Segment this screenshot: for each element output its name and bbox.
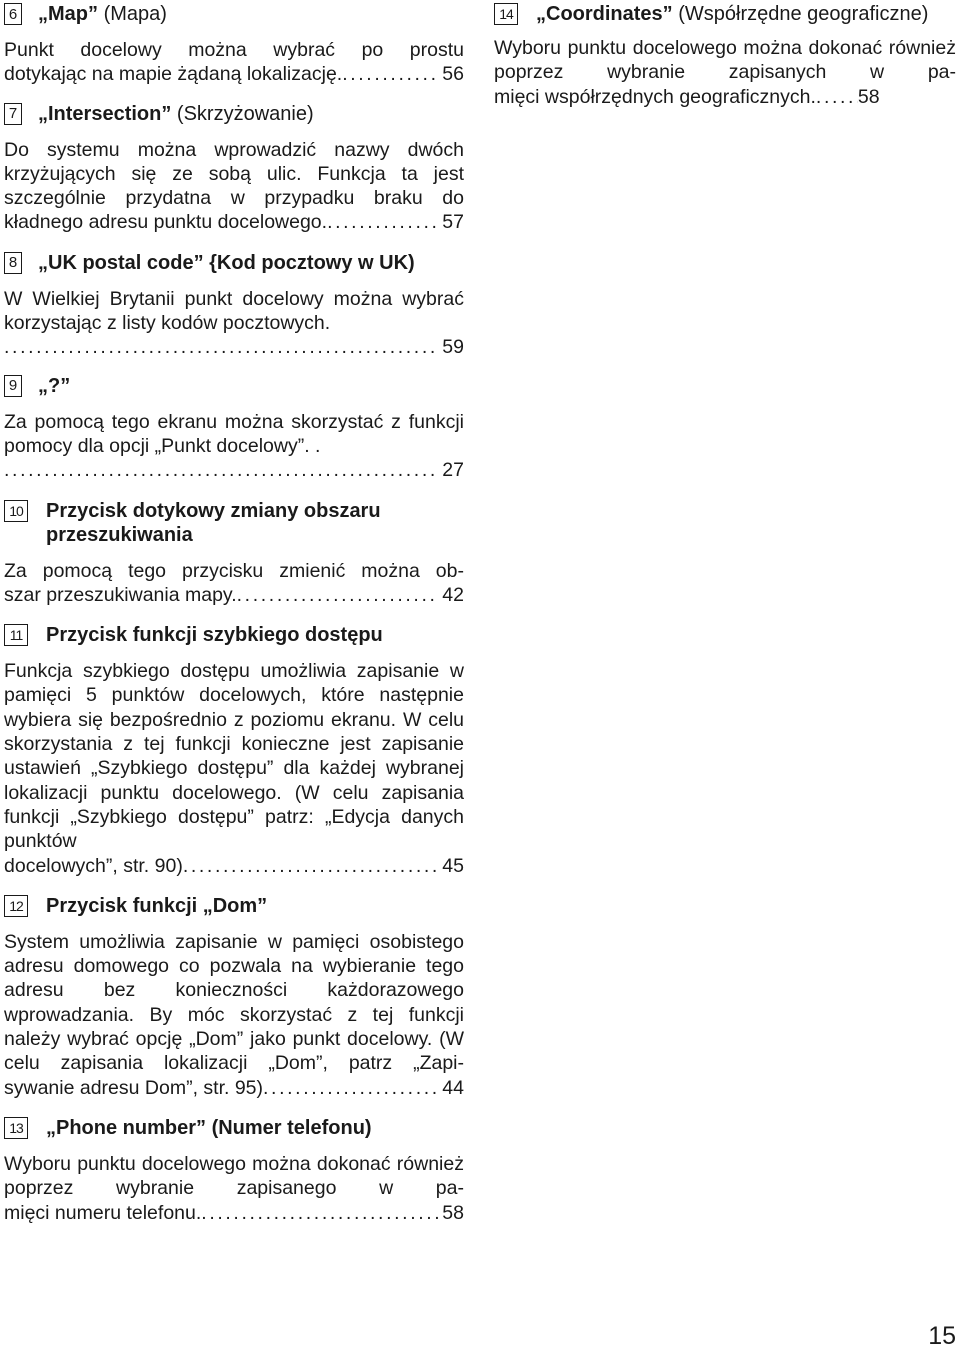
- entry-title-plain: (Mapa): [103, 3, 167, 25]
- entry-title: [536, 2, 956, 26]
- entry-number-badge: 12: [4, 895, 28, 917]
- leader-dots: [4, 458, 438, 482]
- entry-help: [4, 374, 464, 483]
- entry-heading: [4, 894, 464, 918]
- page-reference: [494, 85, 956, 109]
- entry-heading: [4, 623, 464, 647]
- entry-title-strong: „Map”: [38, 3, 104, 25]
- page-reference-text: mięci numeru telefonu.: [4, 1201, 202, 1224]
- entry-text: Funkcja szybkiego dostępu umożliwia zapisanie w pamięci 5 punktów docelowych, które następnie wybiera się bezpośrednio z poziomu ekranu. W celu skorzystania z tej funkcji konieczne jest zapisanie ustawień „Szybkiego dostępu” dla każdej wybranej lokalizacji punktu docelowego. (W celu zapisania funkcji „Szybkiego dostępu” patrz: „Edycja danych punktów: [4, 660, 464, 853]
- leader-dots: [327, 210, 438, 234]
- entry-body: [494, 36, 956, 109]
- entry-number-badge: 8: [4, 252, 22, 274]
- entry-title: Przycisk dotykowy zmiany obszaru przeszukiwania: [46, 499, 381, 546]
- page-reference-number: 27: [442, 459, 464, 482]
- entry-text: Za pomocą tego przycisku zmienić można ob-: [4, 559, 464, 582]
- right-column: [494, 2, 956, 109]
- page-reference: [4, 210, 464, 234]
- entry-title-plain: (Skrzyżowanie): [176, 102, 314, 125]
- page-reference-text: kładnego adresu punktu docelowego.: [4, 211, 328, 234]
- entry-title: [38, 102, 464, 126]
- page-reference-text: mięci współrzędnych geograficznych.: [494, 85, 816, 108]
- entry-text: Wyboru punktu docelowego można dokonać również poprzez wybranie zapisanego w pa-: [4, 1152, 464, 1200]
- page-reference: [4, 62, 464, 86]
- page-reference-number: 56: [442, 63, 464, 86]
- page-reference-text: docelowych”, str. 90): [4, 854, 183, 877]
- entry-title-plain: (Współrzędne geograficzne): [678, 3, 929, 25]
- entry-phone-number: [4, 1116, 464, 1225]
- entry-text: Punkt docelowy można wybrać po prostu: [4, 39, 464, 61]
- entry-coordinates: [494, 2, 956, 109]
- entry-heading: [4, 251, 464, 275]
- entry-title: [38, 2, 464, 26]
- entry-body: [4, 659, 464, 878]
- entry-text: Wyboru punktu docelowego można dokonać również poprzez wybranie zapisanych w pa-: [494, 37, 956, 84]
- entry-body: [4, 287, 464, 360]
- leader-dots: [4, 335, 438, 359]
- leader-dots: [237, 583, 439, 607]
- entry-body: [4, 559, 464, 608]
- page-reference: [4, 1201, 464, 1225]
- entry-text-main: Do systemu można wprowadzić nazwy dwóch krzyżujących się ze sobą ulic. Funkcja ta jest szczególnie przydatna w przypadku braku do: [4, 138, 464, 210]
- entry-home-button: [4, 894, 464, 1100]
- page-reference: [4, 1076, 464, 1100]
- entry-text: W Wielkiej Brytanii punkt docelowy można wybrać korzystając z listy kodów pocztowych.: [4, 287, 464, 335]
- entry-body: [4, 410, 464, 483]
- leader-dots: [201, 1201, 438, 1225]
- leader-dots: [183, 854, 438, 878]
- entry-body: [4, 930, 464, 1100]
- entry-heading: [4, 102, 464, 126]
- page-reference-number: 58: [857, 85, 880, 108]
- page-reference-text: sywanie adresu Dom”, str. 95): [4, 1076, 264, 1099]
- page-reference-number: 58: [442, 1201, 464, 1224]
- entry-number-badge: 14: [494, 3, 518, 25]
- page-reference: [4, 335, 464, 359]
- entry-title-strong: „Coordinates”: [536, 3, 679, 25]
- page-reference: [4, 854, 464, 878]
- page-reference: [4, 458, 464, 482]
- entry-body: [4, 1152, 464, 1225]
- entry-number-badge: 9: [4, 375, 22, 397]
- entry-text: Za pomocą tego ekranu można skorzystać z funkcji pomocy dla opcji „Punkt docelowy”. .: [4, 410, 464, 457]
- entry-intersection: [4, 102, 464, 235]
- entry-body: [4, 38, 464, 87]
- entry-number-badge: 11: [4, 624, 28, 646]
- entry-quick-access-button: [4, 623, 464, 878]
- entry-uk-postal-code: [4, 251, 464, 360]
- page-reference-number: 44: [442, 1076, 464, 1099]
- page-reference-number: 42: [442, 583, 464, 606]
- page-reference-text: szar przeszukiwania mapy.: [4, 583, 237, 606]
- leader-dots: [263, 1076, 438, 1100]
- entry-body: [4, 138, 464, 235]
- entry-title: [46, 1116, 464, 1140]
- page-number: 15: [928, 1322, 956, 1350]
- entry-number-badge: 10: [4, 500, 28, 522]
- leader-dots: [816, 85, 858, 109]
- entry-title: „UK postal code” {Kod pocztowy w UK): [38, 251, 415, 274]
- entry-heading: [494, 2, 956, 26]
- entry-map: [4, 2, 464, 87]
- entry-title: Przycisk funkcji „Dom”: [46, 894, 268, 917]
- entry-title-strong: „Intersection”: [38, 102, 177, 125]
- page-reference-number: 59: [442, 336, 464, 359]
- entry-text: [4, 138, 464, 235]
- page-reference-text: dotykając na mapie żądaną lokalizację.: [4, 63, 343, 86]
- entry-title: „?”: [38, 374, 71, 397]
- entry-heading: [4, 374, 464, 398]
- left-column: [4, 2, 464, 1225]
- leader-dots: [342, 62, 438, 86]
- entry-title-strong: „Phone number”: [46, 1116, 212, 1139]
- entry-text: System umożliwia zapisanie w pamięci osobistego adresu domowego co pozwala na wybieranie tego adresu bez konieczności każdorazowego wprowadzania. By móc skorzystać z tej funkcji należy wybrać opcję „Dom” jako punkt docelowy. (W celu zapisania lokalizacji „Dom”, patrz „Zapi-: [4, 930, 464, 1075]
- entry-heading: [4, 1116, 464, 1140]
- entry-heading: [4, 499, 464, 547]
- entry-title-paren: (Numer telefonu): [211, 1116, 372, 1139]
- page-reference-number: 57: [442, 211, 464, 234]
- page-reference-number: 45: [442, 854, 464, 877]
- entry-number-badge: 7: [4, 103, 22, 125]
- page-reference: [4, 583, 464, 607]
- entry-search-area-button: [4, 499, 464, 608]
- entry-number-badge: 13: [4, 1117, 28, 1139]
- entry-title: Przycisk funkcji szybkiego dostępu: [46, 624, 383, 647]
- entry-number-badge: 6: [4, 3, 22, 25]
- entry-heading: [4, 2, 464, 26]
